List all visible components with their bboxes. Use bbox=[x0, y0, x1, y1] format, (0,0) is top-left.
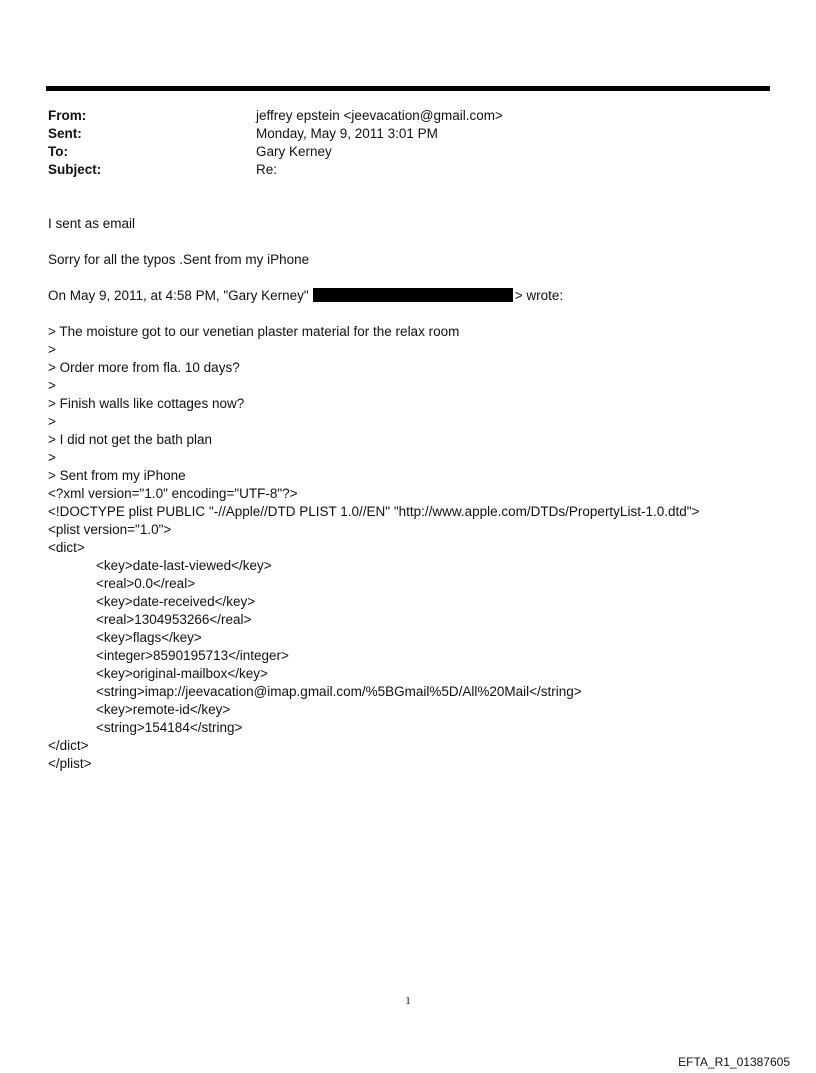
xml-line: </dict> bbox=[48, 738, 89, 753]
xml-line: <key>flags</key> bbox=[96, 630, 202, 645]
xml-line: <key>remote-id</key> bbox=[96, 702, 231, 717]
sent-value: Monday, May 9, 2011 3:01 PM bbox=[256, 126, 438, 141]
quoted-line: > I did not get the bath plan bbox=[48, 432, 213, 447]
xml-line: <key>date-last-viewed</key> bbox=[96, 558, 272, 573]
to-value: Gary Kerney bbox=[256, 144, 332, 159]
quoted-line: > Sent from my iPhone bbox=[48, 468, 186, 483]
quote-intro-after: > wrote: bbox=[514, 288, 564, 303]
document-id: EFTA_R1_01387605 bbox=[678, 1055, 790, 1069]
from-row bbox=[48, 107, 748, 125]
subject-row bbox=[48, 161, 748, 179]
xml-line: <dict> bbox=[48, 540, 85, 555]
sent-row bbox=[48, 125, 748, 143]
to-row bbox=[48, 143, 748, 161]
to-label: To: bbox=[48, 144, 68, 159]
xml-line: <string>imap://jeevacation@imap.gmail.com/%5BGmail%5D/All%20Mail</string> bbox=[96, 684, 582, 699]
xml-line: <integer>8590195713</integer> bbox=[96, 648, 289, 663]
xml-line: <string>154184</string> bbox=[96, 720, 243, 735]
xml-line: <!DOCTYPE plist PUBLIC "-//Apple//DTD PLIST 1.0//EN" "http://www.apple.com/DTDs/PropertyList-1.0.dtd"> bbox=[48, 504, 700, 519]
quote-intro-before: On May 9, 2011, at 4:58 PM, "Gary Kerney" bbox=[48, 288, 309, 303]
xml-line: <key>original-mailbox</key> bbox=[96, 666, 268, 681]
xml-line: <?xml version="1.0" encoding="UTF-8"?> bbox=[48, 486, 298, 501]
email-header bbox=[48, 107, 748, 179]
body-line-2: Sorry for all the typos .Sent from my iPhone bbox=[48, 252, 310, 267]
xml-line: <plist version="1.0"> bbox=[48, 522, 172, 537]
quoted-line: > Finish walls like cottages now? bbox=[48, 396, 245, 411]
xml-line: <real>1304953266</real> bbox=[96, 612, 252, 627]
from-label: From: bbox=[48, 108, 87, 123]
email-body bbox=[48, 215, 768, 773]
xml-line: <real>0.0</real> bbox=[96, 576, 196, 591]
quoted-line: > Order more from fla. 10 days? bbox=[48, 360, 240, 375]
subject-value: Re: bbox=[256, 162, 278, 177]
quoted-line: > bbox=[48, 414, 56, 429]
xml-line: <key>date-received</key> bbox=[96, 594, 256, 609]
from-value: jeffrey epstein <jeevacation@gmail.com> bbox=[256, 108, 503, 123]
quoted-line: > The moisture got to our venetian plaster material for the relax room bbox=[48, 324, 460, 339]
header-rule bbox=[46, 86, 770, 91]
redaction-box bbox=[313, 288, 513, 302]
sent-label: Sent: bbox=[48, 126, 82, 141]
quoted-line: > bbox=[48, 378, 56, 393]
xml-line: </plist> bbox=[48, 756, 92, 771]
body-line-1: I sent as email bbox=[48, 216, 136, 231]
quoted-line: > bbox=[48, 450, 56, 465]
subject-label: Subject: bbox=[48, 162, 102, 177]
quoted-line: > bbox=[48, 342, 56, 357]
quote-intro bbox=[48, 287, 768, 305]
page-number: 1 bbox=[405, 995, 411, 1007]
